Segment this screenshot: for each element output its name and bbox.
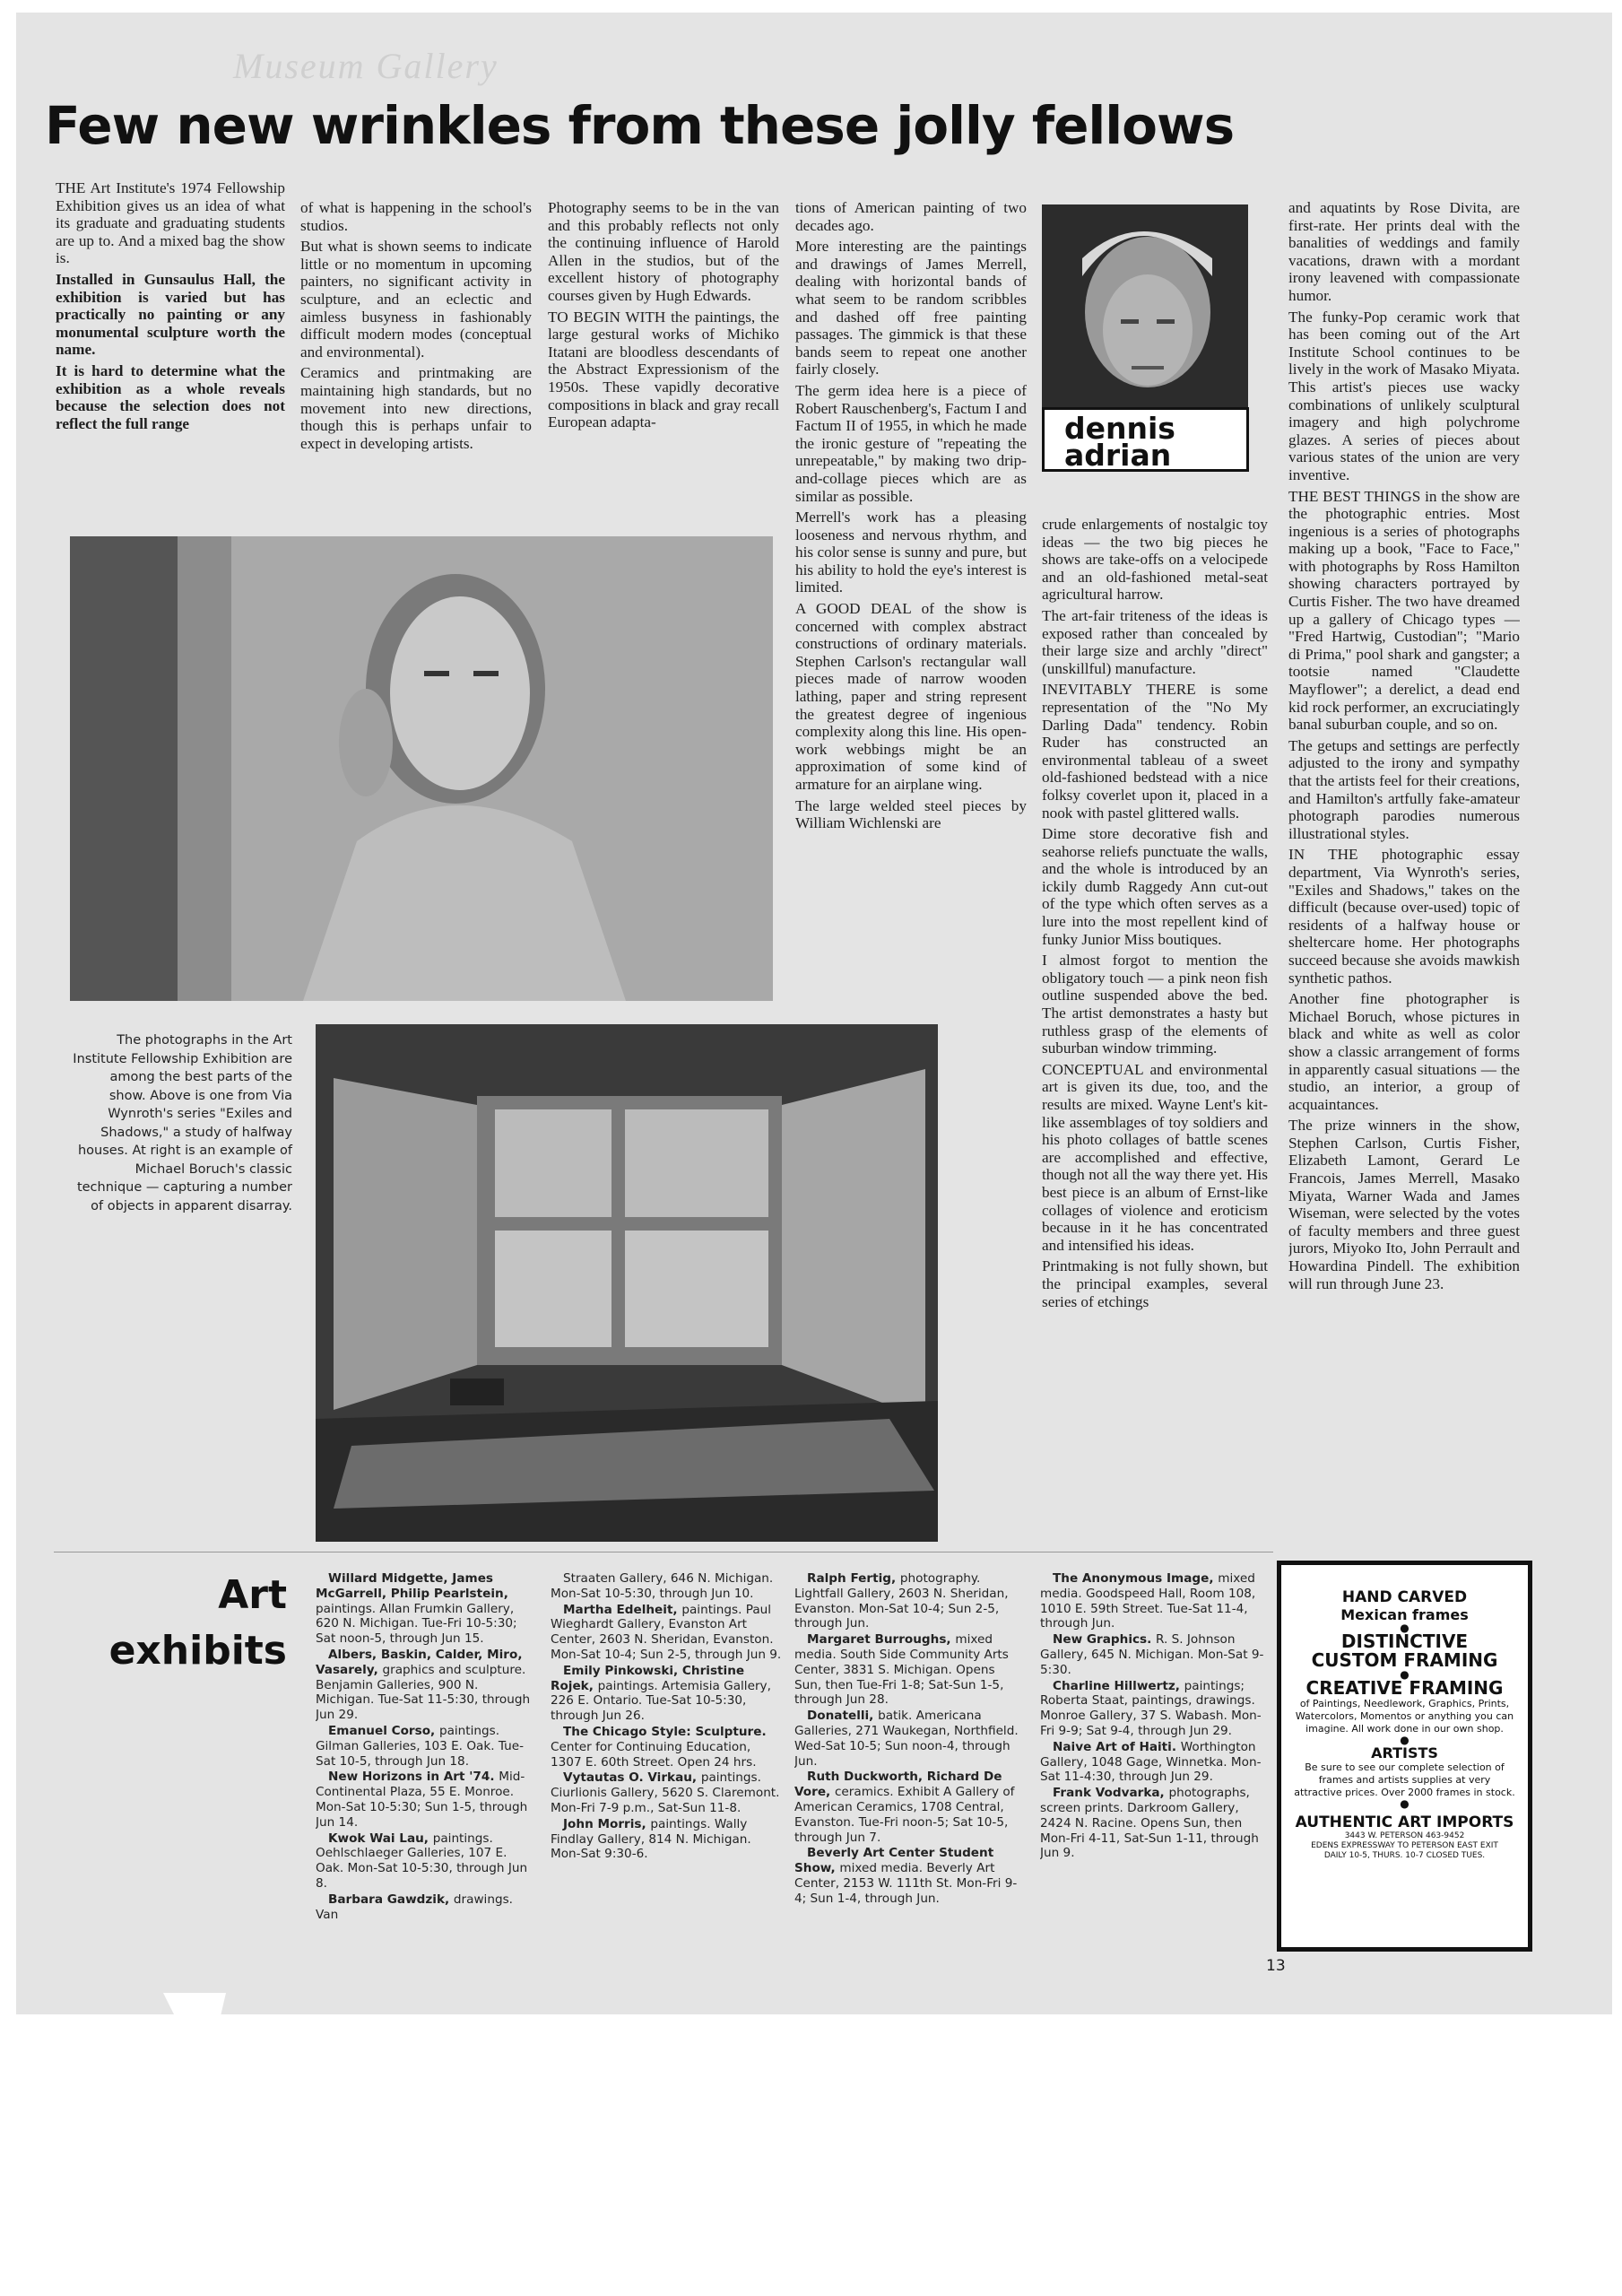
ad-shop-name: AUTHENTIC ART IMPORTS bbox=[1295, 1813, 1514, 1831]
exhibit-details: paintings. Gilman Galleries, 103 E. Oak. Tue-Sat 10-5, through Jun 18. bbox=[316, 1723, 524, 1769]
exhibit-name: Frank Vodvarka, bbox=[1053, 1786, 1169, 1801]
exhibits-column-3 bbox=[794, 1571, 1026, 1943]
paragraph: TO BEGIN WITH the paintings, the large gestural works of Michiko Itatani are bloodless descendants of the Abstract Expressionism of the 1950s. These vapidly decorative compositions in black and gray recall European adapta- bbox=[548, 308, 779, 431]
exhibit-name: The Anonymous Image, bbox=[1053, 1571, 1219, 1586]
exhibit-name: The Chicago Style: Sculpture. bbox=[563, 1724, 767, 1739]
exhibit-details: drawings. Van bbox=[316, 1892, 513, 1922]
paragraph: THE Art Institute's 1974 Fellowship Exhibition gives us an idea of what its graduate and graduating students are up to. And a mixed bag the show is. bbox=[56, 179, 285, 267]
exhibit-name: Kwok Wai Lau, bbox=[328, 1831, 433, 1846]
exhibit-listing bbox=[1040, 1679, 1268, 1739]
exhibits-column-4 bbox=[1040, 1571, 1268, 1943]
exhibit-details: paintings. Allan Frumkin Gallery, 620 N. Michigan. Tue-Fri 10-5:30; Sat noon-5, through Jun 15. bbox=[316, 1601, 517, 1647]
exhibit-details: mixed media. Beverly Art Center, 2153 W. 111th St. Mon-Fri 9-4; Sun 1-4, through Jun. bbox=[794, 1861, 1018, 1906]
exhibit-details: Straaten Gallery, 646 N. Michigan. Mon-Sat 10-5:30, through Jun 10. bbox=[551, 1571, 774, 1601]
photo-exiles-and-shadows bbox=[70, 536, 773, 1001]
exhibit-name: Charline Hillwertz, bbox=[1053, 1678, 1184, 1693]
exhibit-listing bbox=[316, 1648, 538, 1723]
paragraph: Photography seems to be in the van and this probably reflects not only the continuing influence of Harold Allen in the studios, but of the excellent history of photography courses given by Hugh Edwards. bbox=[548, 199, 779, 304]
paragraph: Dime store decorative fish and seahorse reliefs punctuate the walls, and the whole is introduced by an ickily dumb Raggedy Ann cut-out of the type which often serves as a lure into the most repellent kind of funky Junior Miss boutiques. bbox=[1042, 825, 1268, 948]
exhibit-name: Ruth Duckworth, Richard De Vore, bbox=[794, 1770, 1002, 1800]
paragraph: of what is happening in the school's studios. bbox=[300, 199, 532, 234]
exhibit-listing bbox=[794, 1770, 1026, 1845]
paragraph: More interesting are the paintings and drawings of James Merrell, dealing with horizontal bands of what seem to be random scribbles and dashed off free painting passages. The gimmick is that these bands seem to repeat one another fairly closely. bbox=[795, 238, 1027, 378]
article-column-2 bbox=[300, 199, 532, 513]
ad-line: CREATIVE FRAMING bbox=[1305, 1677, 1504, 1699]
paragraph: A GOOD DEAL of the show is concerned with complex abstract constructions of ordinary materials. Stephen Carlson's rectangular wall pieces made of narrow wooden lathing, paper and string represent the greatest degree of ingenious complexity along this line. His open-work webbings might be an approximation of some kind of armature for an airplane wing. bbox=[795, 600, 1027, 793]
exhibit-details: batik. Americana Galleries, 271 Waukegan, Northfield. Wed-Sat 10-5; Sun noon-4, through Jun. bbox=[794, 1709, 1019, 1769]
byline-last: adrian bbox=[1064, 438, 1172, 473]
exhibit-listing bbox=[551, 1664, 782, 1724]
exhibits-title-line1: Art bbox=[218, 1572, 287, 1618]
exhibit-details: paintings. Artemisia Gallery, 226 E. Ontario. Tue-Sat 10-5:30, through Jun 26. bbox=[551, 1678, 771, 1724]
exhibits-column-2 bbox=[551, 1571, 782, 1943]
exhibit-listing bbox=[316, 1770, 538, 1830]
paragraph: Printmaking is not fully shown, but the principal examples, several series of etchings bbox=[1042, 1257, 1268, 1310]
exhibit-name: New Graphics. bbox=[1053, 1632, 1157, 1648]
paragraph: The prize winners in the show, Stephen Carlson, Curtis Fisher, Elizabeth Lamont, Gerard Le Francois, James Merrell, Masako Miyata, Warner Wada and James Wiseman, were selected by the votes of faculty members and three guest jurors, Miyoko Ito, John Perrault and Howardina Pindell. The exhibition will run through June 23. bbox=[1288, 1117, 1520, 1292]
author-photo bbox=[1042, 204, 1248, 407]
exhibits-title-line2: exhibits bbox=[108, 1628, 287, 1674]
ad-line: CUSTOM FRAMING bbox=[1311, 1649, 1498, 1671]
paragraph: Ceramics and printmaking are maintaining high standards, but no movement into new directions, though this is perhaps unfair to expect in developing artists. bbox=[300, 364, 532, 452]
paragraph: The large welded steel pieces by William Wichlenski are bbox=[795, 796, 1027, 832]
torn-corner bbox=[163, 1993, 226, 2047]
paragraph: tions of American painting of two decades ago. bbox=[795, 199, 1027, 234]
ad-line: Mexican frames bbox=[1340, 1606, 1469, 1623]
bullet-icon: ● bbox=[1400, 1797, 1409, 1810]
exhibit-details: graphics and sculpture. Benjamin Galleries, 900 N. Michigan. Tue-Sat 11-5:30, through Jun 29. bbox=[316, 1662, 531, 1723]
paragraph: I almost forgot to mention the obligatory touch — a pink neon fish outline suspended above the bed. The artist demonstrates a hasty but ruthless grasp of the elements of suburban window trimming. bbox=[1042, 952, 1268, 1057]
exhibit-name: Beverly Art Center Student Show, bbox=[794, 1846, 994, 1876]
exhibit-listing bbox=[316, 1892, 538, 1923]
headline: Few new wrinkles from these jolly fellows bbox=[45, 95, 1235, 156]
byline bbox=[1042, 407, 1249, 472]
page-number: 13 bbox=[1266, 1957, 1286, 1975]
paragraph: Another fine photographer is Michael Boruch, whose pictures in black and white as well as color show a classic arrangement of forms in apparently casual situations — the studio, an interior, a group of acquaintances. bbox=[1288, 990, 1520, 1113]
exhibit-name: Naive Art of Haiti. bbox=[1053, 1739, 1181, 1754]
exhibit-listing bbox=[551, 1571, 782, 1602]
exhibit-details: photography. Lightfall Gallery, 2603 N. Sheridan, Evanston. Mon-Sat 10-4; Sun 2-5, through Jun. bbox=[794, 1571, 1009, 1631]
exhibit-name: Ralph Fertig, bbox=[807, 1571, 900, 1586]
exhibit-listing bbox=[316, 1831, 538, 1892]
paragraph: CONCEPTUAL and environmental art is given its due, too, and the results are mixed. Wayne Lent's kit-like assemblages of toy soldiers and his photo collages of battle scenes are accomplished and effective, though not all the way there yet. His best piece is an album of Ernst-like collages of violence and eroticism because in it he has concentrated and intensified his ideas. bbox=[1042, 1060, 1268, 1254]
ad-line: DISTINCTIVE bbox=[1340, 1631, 1469, 1652]
paragraph: Merrell's work has a pleasing looseness and nervous rhythm, and his color sense is sunny and pure, but his ability to hold the eye's interest is limited. bbox=[795, 509, 1027, 596]
exhibit-details: ceramics. Exhibit A Gallery of American Ceramics, 1708 Central, Evanston. Tue-Fri noon-5; Sat 10-5, through Jun 7. bbox=[794, 1785, 1015, 1845]
exhibit-details: mixed media. South Side Community Arts Center, 3831 S. Michigan. Opens Sun, then Tue-Fri 1-8; Sat-Sun 1-5, through Jun 28. bbox=[794, 1632, 1009, 1708]
exhibit-name: Emily Pinkowski, Christine Rojek, bbox=[551, 1663, 745, 1693]
paragraph: The germ idea here is a piece of Robert Rauschenberg's, Factum I and Factum II of 1955, in which he made the ironic gesture of "repeating the unrepeatable," by making two drip-and-collage pieces which are as similar as possible. bbox=[795, 381, 1027, 505]
exhibit-listing bbox=[1040, 1632, 1268, 1677]
exhibit-name: Donatelli, bbox=[807, 1709, 879, 1724]
exhibit-name: New Horizons in Art '74. bbox=[328, 1770, 499, 1785]
ad-address: 3443 W. PETERSON 463-9452 bbox=[1344, 1831, 1465, 1840]
exhibit-details: paintings; Roberta Staat, paintings, drawings. Monroe Gallery, 37 S. Wabash. Mon-Fri 9-9; Sat 9-4, through Jun 29. bbox=[1040, 1678, 1262, 1738]
bullet-icon: ● bbox=[1400, 1734, 1409, 1746]
article-column-6 bbox=[1288, 199, 1520, 1544]
exhibit-details: paintings. Wally Findlay Gallery, 814 N. Michigan. Mon-Sat 9:30-6. bbox=[551, 1816, 751, 1862]
exhibit-details: Worthington Gallery, 1048 Gage, Winnetka. Mon-Sat 11-4:30, through Jun 29. bbox=[1040, 1739, 1262, 1785]
exhibit-details: Center for Continuing Education, 1307 E. 60th Street. Open 24 hrs. bbox=[551, 1739, 757, 1770]
paragraph: crude enlargements of nostalgic toy ideas — the two big pieces he shows are take-offs on a velocipede and an old-fashioned metal-seat agricultural harrow. bbox=[1042, 516, 1268, 604]
photo-boruch-interior bbox=[316, 1024, 938, 1542]
frame-shop-advertisement bbox=[1277, 1561, 1532, 1952]
exhibit-details: paintings. Oehlschlaeger Galleries, 107 E. Oak. Mon-Sat 10-5:30, through Jun 8. bbox=[316, 1831, 528, 1891]
exhibit-listing bbox=[551, 1770, 782, 1815]
ad-text: of Paintings, Needlework, Graphics, Prints, Watercolors, Momentos or anything you can imagine. All work done in our own shop. bbox=[1295, 1698, 1514, 1735]
article-column-5 bbox=[1042, 516, 1268, 1547]
paragraph: THE BEST THINGS in the show are the photographic entries. Most ingenious is a series of photographs making up a book, "Face to Face," with photographs by Ross Hamilton showing characters portrayed by Curtis Fisher. The two have dreamed up a gallery of Chicago types — "Fred Hartwig, Custodian"; "Mario di Prima," pool shark and gangster; a tootsie named "Claudette Mayflower"; a derelict, a dead end kid rock performer, an excruciatingly banal suburban couple, and so on. bbox=[1288, 487, 1520, 734]
exhibit-listing bbox=[551, 1725, 782, 1770]
paragraph: But what is shown seems to indicate little or no momentum in upcoming painters, no significant activity in sculpture, and an eclectic and aimless busyness in fashionably difficult modern modes (conceptual and environmental). bbox=[300, 238, 532, 361]
exhibit-listing bbox=[1040, 1571, 1268, 1631]
exhibit-listing bbox=[1040, 1786, 1268, 1861]
exhibits-title bbox=[99, 1568, 287, 1679]
masthead-ghost: Museum Gallery bbox=[233, 46, 499, 86]
exhibit-name: Barbara Gawdzik, bbox=[328, 1892, 454, 1907]
exhibit-name: Margaret Burroughs, bbox=[807, 1632, 956, 1648]
exhibits-column-1 bbox=[316, 1571, 538, 1943]
exhibit-details: paintings. Ciurlionis Gallery, 5620 S. Claremont. Mon-Fri 7-9 p.m., Sat-Sun 11-8. bbox=[551, 1770, 780, 1815]
exhibit-listing bbox=[316, 1724, 538, 1769]
ad-text: Be sure to see our complete selection of frames and artists supplies at very attractive prices. Over 2000 frames in stock. bbox=[1294, 1761, 1515, 1798]
exhibit-listing bbox=[794, 1709, 1026, 1769]
article-column-1 bbox=[56, 179, 285, 511]
exhibit-name: Vytautas O. Virkau, bbox=[563, 1770, 701, 1786]
paragraph: It is hard to determine what the exhibition as a whole reveals because the selection does not reflect the full range bbox=[56, 361, 285, 432]
exhibit-details: mixed media. Goodspeed Hall, Room 108, 1010 E. 59th Street. Tue-Sat 11-4, through Jun. bbox=[1040, 1571, 1256, 1631]
exhibit-listing bbox=[794, 1632, 1026, 1708]
ad-directions: EDENS EXPRESSWAY TO PETERSON EAST EXIT DAILY 10-5, THURS. 10-7 CLOSED TUES. bbox=[1311, 1841, 1498, 1860]
exhibit-details: R. S. Johnson Gallery, 645 N. Michigan. Mon-Sat 9-5:30. bbox=[1040, 1632, 1264, 1677]
exhibit-listing bbox=[794, 1571, 1026, 1631]
paragraph: Installed in Gunsaulus Hall, the exhibition is varied but has practically no painting or any monumental sculpture worth the name. bbox=[56, 270, 285, 359]
exhibit-details: paintings. Paul Wieghardt Gallery, Evanston Art Center, 2603 N. Sheridan, Evanston. Mon-Sat 10-4; Sun 2-5, through Jun 9. bbox=[551, 1602, 782, 1662]
photo-caption: The photographs in the Art Institute Fellowship Exhibition are among the best parts of the show. Above is one from Via Wynroth's series "Exiles and Shadows," a study of halfway houses. At right is an example of Michael Boruch's classic technique — capturing a number of objects in apparent disarray. bbox=[73, 1033, 292, 1213]
bullet-icon: ● bbox=[1400, 1668, 1409, 1681]
exhibit-name: Willard Midgette, James McGarrell, Philip Pearlstein, bbox=[316, 1571, 508, 1601]
ad-line: ARTISTS bbox=[1371, 1744, 1438, 1761]
paragraph: and aquatints by Rose Divita, are first-rate. Her prints deal with the banalities of weddings and family vacations, drawn with a mordant irony leavened with compassionate humor. bbox=[1288, 199, 1520, 304]
exhibit-details: Mid-Continental Plaza, 55 E. Monroe. Mon-Sat 10-5:30; Sun 1-5, through Jun 14. bbox=[316, 1770, 528, 1830]
exhibit-listing bbox=[794, 1846, 1026, 1906]
byline-first: dennis bbox=[1064, 411, 1175, 446]
exhibit-name: John Morris, bbox=[563, 1816, 651, 1831]
exhibit-listing bbox=[551, 1603, 782, 1663]
exhibit-name: Albers, Baskin, Calder, Miro, Vasarely, bbox=[316, 1647, 523, 1677]
exhibit-name: Emanuel Corso, bbox=[328, 1723, 439, 1738]
ad-line: HAND CARVED bbox=[1341, 1588, 1468, 1606]
exhibit-listing bbox=[1040, 1740, 1268, 1785]
article-column-3 bbox=[548, 199, 779, 513]
exhibit-listing bbox=[316, 1571, 538, 1647]
paragraph: The art-fair triteness of the ideas is exposed rather than concealed by their large size and archly "direct" (unskillful) manufacture. bbox=[1042, 606, 1268, 677]
bullet-icon: ● bbox=[1400, 1622, 1409, 1634]
paragraph: The funky-Pop ceramic work that has been coming out of the Art Institute School continues to be lively in the work of Masako Miyata. This artist's pieces use wacky combinations of unlikely sculptural imagery and high polychrome glazes. A series of pieces about various states of the union are very inventive. bbox=[1288, 308, 1520, 483]
article-column-4 bbox=[795, 199, 1027, 997]
paragraph: The getups and settings are perfectly adjusted to the irony and sympathy that the artists feel for their creations, and Hamilton's artfully fake-amateur photograph parodies numerous illustrational styles. bbox=[1288, 736, 1520, 842]
paragraph: IN THE photographic essay department, Via Wynroth's series, "Exiles and Shadows," takes on the difficult (because over-used) topic of residents of a halfway house or sheltercare home. Her photographs succeed because she avoids mawkish synthetic pathos. bbox=[1288, 846, 1520, 987]
exhibit-listing bbox=[551, 1817, 782, 1862]
paragraph: INEVITABLY THERE is some representation of the "No My Darling Dada" tendency. Robin Ruder has constructed an environmental tableau of a sweet old-fashioned bedstead with a nice folksy coverlet upon it, placed in a nook with pastel glittered walls. bbox=[1042, 681, 1268, 822]
exhibit-details: photographs, screen prints. Darkroom Gallery, 2424 N. Racine. Opens Sun, then Mon-Fri 4-11, Sat-Sun 1-11, through Jun 9. bbox=[1040, 1786, 1259, 1861]
exhibit-name: Martha Edelheit, bbox=[563, 1602, 682, 1617]
